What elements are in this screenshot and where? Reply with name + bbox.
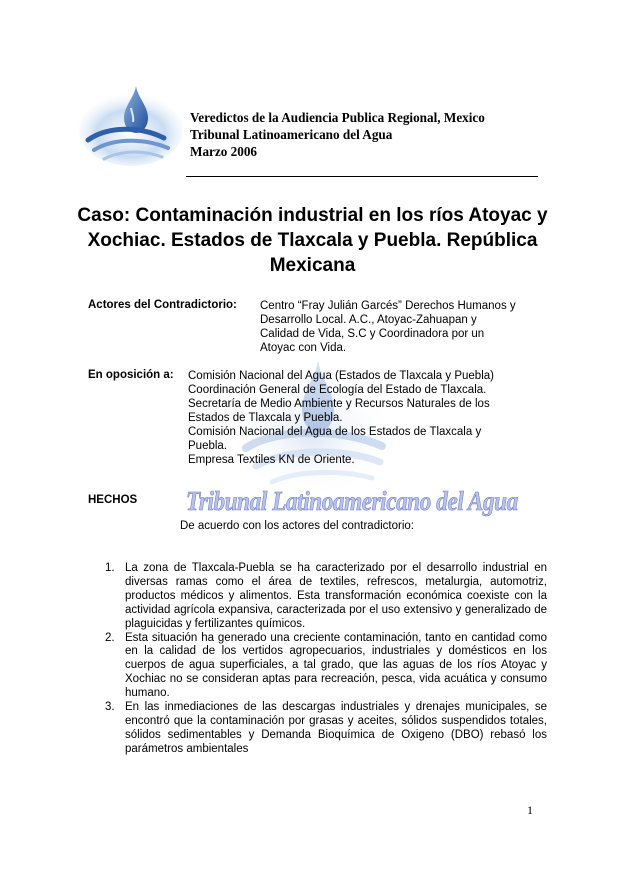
case-title: Caso: Contaminación industrial en los ríos Atoyac y Xochiac. Estados de Tlaxcala y Puebla. República Mexicana	[77, 205, 548, 276]
actors-line: Atoyac con Vida.	[260, 342, 347, 354]
header-line-2: Tribunal Latinoamericano del Agua	[190, 127, 393, 142]
list-item	[105, 632, 547, 702]
opposition-line: Estados de Tlaxcala y Puebla.	[188, 412, 343, 424]
header-divider	[186, 176, 538, 177]
opposition-line: Empresa Textiles KN de Oriente.	[188, 454, 355, 466]
opposition-list	[188, 369, 494, 467]
actors-list	[260, 299, 516, 355]
list-item-number: 3.	[105, 701, 115, 714]
water-drop-logo-icon	[78, 80, 184, 166]
opposition-line: Puebla.	[188, 440, 228, 452]
list-item-number: 2.	[105, 631, 115, 644]
list-item-number: 1.	[105, 562, 115, 574]
opposition-line: Coordinación General de Ecología del Estado de Tlaxcala.	[188, 384, 487, 396]
actors-line: Calidad de Vida, S.C y Coordinadora por un	[260, 328, 485, 340]
list-item	[105, 701, 547, 757]
list-item-text: Esta situación ha generado una creciente contaminación, tanto en cantidad como en la calidad de los vertidos agropecuarios, industriales y domésticos en los cuerpos de agua superficiales, a tal grado, que las aguas de los ríos Atoyac y Xochiac no se consideran aptas para recreación, pesca, vida acuática y consumo humano.	[125, 631, 547, 700]
opposition-line: Comisión Nacional del Agua de los Estados de Tlaxcala y	[188, 426, 482, 438]
actors-line: Centro “Fray Julián Garcés” Derechos Humanos y	[260, 300, 516, 312]
actors-label: Actores del Contradictorio:	[88, 299, 237, 311]
facts-list	[105, 562, 547, 757]
watermark-text: Tribunal Latinoamericano del Agua	[186, 486, 518, 516]
document-header	[190, 109, 485, 160]
opposition-label: En oposición a:	[88, 369, 174, 381]
header-line-3: Marzo 2006	[190, 144, 258, 159]
list-item-text: La zona de Tlaxcala-Puebla se ha caracterizado por el desarrollo industrial en diversas ramas como el área de textiles, refrescos, metalurgia, automotriz, productos médicos y alimentos. Esta transformación económica coexiste con la actividad agrícola expansiva, caracterizada por el uso extensivo y generalizado de plaguicidas y fertilizantes químicos.	[125, 562, 547, 630]
page-number: 1	[527, 803, 533, 817]
header-line-1: Veredictos de la Audiencia Publica Regional, Mexico	[190, 110, 485, 125]
actors-line: Desarrollo Local. A.C., Atoyac-Zahuapan y	[260, 314, 477, 326]
opposition-line: Secretaría de Medio Ambiente y Recursos Naturales de los	[188, 398, 490, 410]
list-item-text: En las inmediaciones de las descargas industriales y drenajes municipales, se encontró que la contaminación por grasas y aceites, sólidos suspendidos totales, sólidos sedimentables y Demanda Bioquímica de Oxigeno (DBO) rebasó los parámetros ambientales	[125, 701, 547, 755]
hechos-intro: De acuerdo con los actores del contradictorio:	[180, 520, 414, 532]
list-item	[105, 562, 547, 632]
opposition-line: Comisión Nacional del Agua (Estados de Tlaxcala y Puebla)	[188, 370, 494, 382]
section-heading-hechos: HECHOS	[88, 494, 138, 506]
